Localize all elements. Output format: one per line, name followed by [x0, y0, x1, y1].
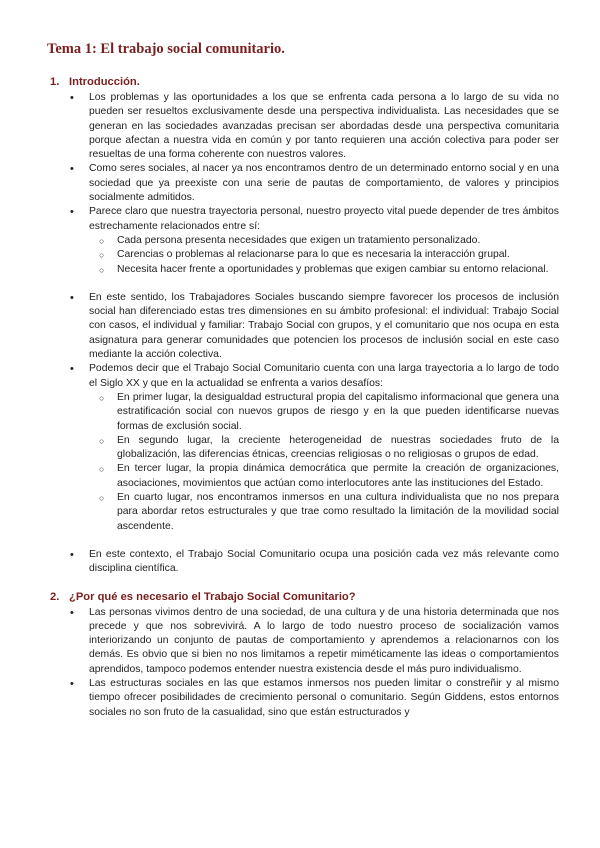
- paragraph-bullet: • Parece claro que nuestra trayectoria personal, nuestro proyecto vital puede depender de tres ámbitos estrechamente relacionados entre sí:: [47, 205, 559, 234]
- sub-bullet: ○ En primer lugar, la desigualdad estructural propia del capitalismo informacional que genera una estratificación social con nuevos grupos de riesgo y en la que pueden identificarse nuevas formas de exclusión social.: [47, 391, 559, 434]
- sub-bullet: ○ En tercer lugar, la propia dinámica democrática que permite la creación de organizaciones, asociaciones, movimientos que actúan como interlocutores ante las instituciones del Estado.: [47, 462, 559, 491]
- section-1-title: Introducción.: [69, 76, 140, 88]
- section-1-heading: [50, 75, 559, 89]
- spacer: [47, 277, 559, 291]
- paragraph-bullet: • Podemos decir que el Trabajo Social Comunitario cuenta con una larga trayectoria a lo largo de todo el Siglo XX y que en la actualidad se enfrenta a varios desafíos:: [47, 362, 559, 391]
- spacer: [47, 534, 559, 548]
- section-2-heading: [50, 590, 559, 604]
- section-2-list: [47, 606, 559, 720]
- paragraph-bullet: • Los problemas y las oportunidades a los que se enfrenta cada persona a lo largo de su vida no pueden ser resueltos exclusivamente desde una perspectiva individualista. Las necesidades que se generan en las sociedades avanzadas precisan ser abordadas desde una perspectiva comunitaria porque afectan a nuestra vida en común y por tanto requieren una acción colectiva para poder ser resueltas de una forma coherente con nuestros valores.: [47, 91, 559, 162]
- paragraph-bullet: • En este contexto, el Trabajo Social Comunitario ocupa una posición cada vez más relevante como disciplina científica.: [47, 548, 559, 577]
- section-2-number: 2.: [50, 590, 60, 603]
- document-title: Tema 1: El trabajo social comunitario.: [47, 41, 285, 57]
- paragraph-bullet: • Las estructuras sociales en las que estamos inmersos nos pueden limitar o constreñir y al mismo tiempo ofrecer posibilidades de crecimiento personal o comunitario. Según Giddens, estos entornos sociales no son fruto de la casualidad, sino que están estructurados y: [47, 677, 559, 720]
- section-1-number: 1.: [50, 76, 60, 88]
- sub-bullet: ○ En cuarto lugar, nos encontramos inmersos en una cultura individualista que no nos prepara para abordar retos estructurales y que trae como resultado la limitación de la movilidad social ascendente.: [47, 491, 559, 534]
- paragraph-bullet: • En este sentido, los Trabajadores Sociales buscando siempre favorecer los procesos de inclusión social han diferenciado estas tres dimensiones en su ámbito profesional: el individual: Trabajo Social con casos, el individual y familiar: Trabajo Social con grupos, y el comunitario que nos ocupa en esta asignatura para generar comunidades que potencien los procesos de inclusión social en este caso mediante la acción colectiva.: [47, 291, 559, 362]
- section-1-list: [47, 91, 559, 577]
- paragraph-bullet: • Como seres sociales, al nacer ya nos encontramos dentro de un determinado entorno social y en una sociedad que ya preexiste con una serie de pautas de comportamiento, de valores y principios socialmente admitidos.: [47, 162, 559, 205]
- sub-bullet: ○ Cada persona presenta necesidades que exigen un tratamiento personalizado.: [47, 234, 559, 248]
- paragraph-bullet: • Las personas vivimos dentro de una sociedad, de una cultura y de una historia determinada que nos precede y que nos sobrevivirá. A lo largo de todo nuestro proceso de socialización vamos interiorizando un conjunto de pautas de comportamiento y aprendemos a relacionarnos con los demás. Es obvio que si bien no nos limitamos a repetir miméticamente las ideas o comportamientos aprendidos, tampoco podemos entender nuestra existencia desde el más puro individualismo.: [47, 606, 559, 677]
- section-2-title: ¿Por qué es necesario el Trabajo Social Comunitario?: [69, 590, 356, 603]
- sub-bullet: ○ En segundo lugar, la creciente heterogeneidad de nuestras sociedades fruto de la globalización, las diferencias étnicas, creencias religiosas o no religiosas o grupos de edad.: [47, 434, 559, 463]
- sub-bullet: ○ Carencias o problemas al relacionarse para lo que es necesaria la interacción grupal.: [47, 248, 559, 262]
- sub-bullet: ○ Necesita hacer frente a oportunidades y problemas que exigen cambiar su entorno relacional.: [47, 263, 559, 277]
